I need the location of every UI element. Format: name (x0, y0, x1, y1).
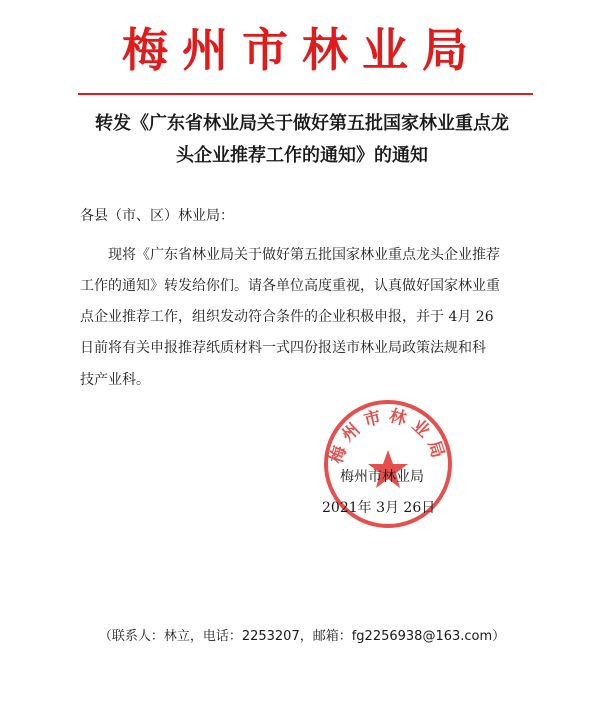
body-line-2: 工作的通知》转发给你们。请各单位高度重视，认真做好国家林业重 (80, 278, 500, 294)
salutation: 各县（市、区）林业局： (80, 208, 234, 224)
body-line-3: 点企业推荐工作，组织发动符合条件的企业积极申报，并于 4月 26 (80, 309, 494, 325)
contact-info: （联系人：林立，电话：2253207，邮箱：fg2256938@163.com） (98, 629, 506, 644)
body-line-5: 技产业科。 (80, 372, 150, 388)
signature-date: 2021年 3月 26日 (322, 500, 436, 516)
body-line-4: 日前将有关申报推荐纸质材料一式四份报送市林业局政策法规和科 (80, 340, 486, 356)
signature-org: 梅州市林业局 (340, 469, 424, 485)
svg-text:梅州市林业局: 梅州市林业局 (326, 406, 450, 467)
document-title-line-1: 转发《广东省林业局关于做好第五批国家林业重点龙 (95, 113, 509, 134)
masthead-org-name: 梅州市林业局 (122, 23, 482, 77)
document-title-line-2: 头企业推荐工作的通知》的通知 (176, 145, 428, 166)
red-divider-line (78, 93, 533, 95)
body-line-1: 现将《广东省林业局关于做好第五批国家林业重点龙头企业推荐 (108, 247, 500, 263)
